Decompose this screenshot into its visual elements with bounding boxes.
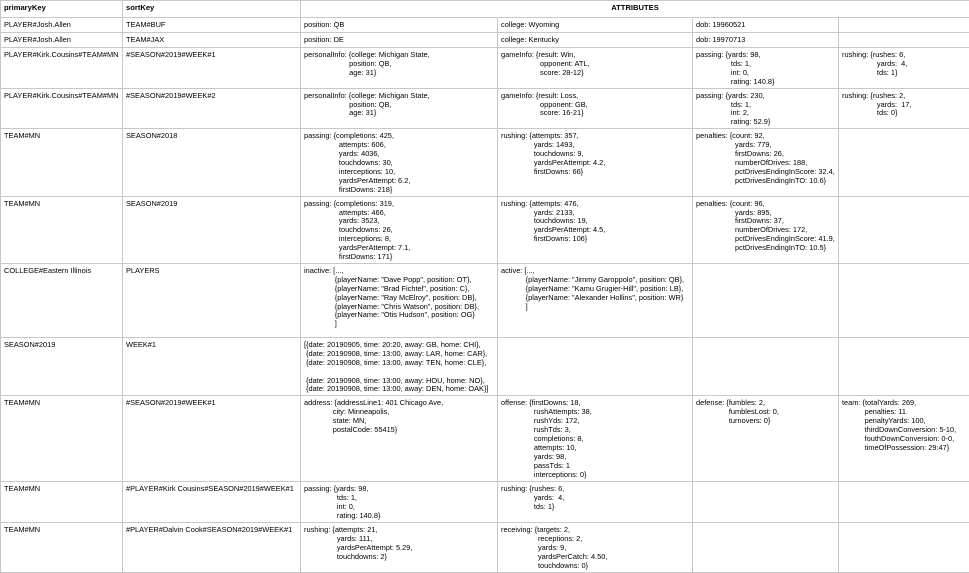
table-row (1, 129, 969, 196)
primary-key-cell: PLAYER#Kirk.Cousins#TEAM#MN (1, 88, 123, 129)
attribute-cell: passing: {completions: 319, attempts: 466, yards: 3523, touchdowns: 26, interceptions: 8, yardsPerAttempt: 7.1, firstDowns: 171} (301, 196, 498, 263)
primary-key-cell: TEAM#MN (1, 482, 123, 523)
attribute-cell (839, 337, 969, 395)
table-row (1, 482, 969, 523)
attribute-cell: gameInfo: {result: Loss, opponent: GB, score: 16-21} (498, 88, 693, 129)
sort-key-cell: WEEK#1 (123, 337, 301, 395)
sort-key-cell: PLAYERS (123, 263, 301, 337)
sort-key-cell: #PLAYER#Dalvin Cook#SEASON#2019#WEEK#1 (123, 523, 301, 573)
attribute-cell: rushing: {attempts: 357, yards: 1493, touchdowns: 9, yardsPerAttempt: 4.2, firstDowns: 66} (498, 129, 693, 196)
attribute-cell: rushing: {rushes: 6, yards: 4, tds: 1} (498, 482, 693, 523)
attribute-cell: rushing: {attempts: 21, yards: 111, yardsPerAttempt: 5.29, touchdowns: 2} (301, 523, 498, 573)
attribute-cell: position: QB (301, 18, 498, 33)
sort-key-cell: SEASON#2018 (123, 129, 301, 196)
attribute-cell (498, 337, 693, 395)
attribute-cell: passing: {yards: 98, tds: 1, int: 0, rating: 140.8} (301, 482, 498, 523)
table-row (1, 396, 969, 482)
table-row (1, 18, 969, 33)
table-row (1, 88, 969, 129)
attribute-cell: [{date: 20190905, time: 20:20, away: GB, home: CHI}, {date: 20190908, time: 13:00, away: LAR, home: CAR}, {date: 20190908, time: 13:00, away: TEN, home: CLE}, {date: 20190908, time: 13:00, away: HOU, home: NO}, {date: 20190908, time: 13:00, away: DEN, home: OAK}] (301, 337, 498, 395)
attribute-cell: defense: {fumbles: 2, fumblesLost: 0, turnovers: 0} (693, 396, 839, 482)
attribute-cell: position: DE (301, 33, 498, 48)
primary-key-cell: TEAM#MN (1, 523, 123, 573)
attribute-cell: receiving: {targets: 2, receptions: 2, yards: 9, yardsPerCatch: 4.50, touchdowns: 0} (498, 523, 693, 573)
attribute-cell: address: {addressLine1: 401 Chicago Ave, city: Minneapolis, state: MN, postalCode: 55415} (301, 396, 498, 482)
attribute-cell: active: [..., {playerName: "Jimmy Garoppolo", position: QB}, {playerName: "Kamu Grugier-Hill", position: LB}, {playerName: "Alexander Hollins", position: WR} ] (498, 263, 693, 337)
attribute-cell (839, 18, 969, 33)
sort-key-cell: SEASON#2019 (123, 196, 301, 263)
attribute-cell: penalties: {count: 92, yards: 779, firstDowns: 26, numberOfDrives: 188, pctDrivesEndingInScore: 32.4, pctDrivesEndingInTO: 10.6} (693, 129, 839, 196)
table-row (1, 48, 969, 89)
attribute-cell: rushing: {attempts: 476, yards: 2133, touchdowns: 19, yardsPerAttempt: 4.5, firstDowns: 106} (498, 196, 693, 263)
primary-key-cell: TEAM#MN (1, 396, 123, 482)
attributes-header: ATTRIBUTES (301, 1, 969, 18)
attribute-cell: passing: {completions: 425, attempts: 606, yards: 4036, touchdowns: 30, interceptions: 10, yardsPerAttempt: 6.2, firstDowns: 218} (301, 129, 498, 196)
attribute-cell: college: Wyoming (498, 18, 693, 33)
sort-key-cell: #PLAYER#Kirk Cousins#SEASON#2019#WEEK#1 (123, 482, 301, 523)
table-row (1, 196, 969, 263)
attribute-cell: inactive: [..., {playerName: "Dave Popp", position: OT}, {playerName: "Brad Fichtel", position: C}, {playerName: "Ray McElroy", position: DB}, {playerName: "Chris Watson", position: DB}, {playerName: "Otis Hudson", position: OG} ] (301, 263, 498, 337)
attribute-cell: personalInfo: {college: Michigan State, position: QB, age: 31} (301, 48, 498, 89)
attribute-cell (839, 482, 969, 523)
attribute-cell (839, 33, 969, 48)
primary-key-cell: PLAYER#Josh.Allen (1, 18, 123, 33)
sort-key-cell: #SEASON#2019#WEEK#2 (123, 88, 301, 129)
table-row (1, 263, 969, 337)
table-row (1, 337, 969, 395)
attribute-cell (839, 523, 969, 573)
attribute-cell (693, 523, 839, 573)
attribute-cell: team: {totalYards: 269, penalties: 11 penaltyYards: 100, thirdDownConversion: 5-10, fouthDownConversion: 0-0, timeOfPossession: 29:47} (839, 396, 969, 482)
table-row (1, 33, 969, 48)
attribute-cell: penalties: {count: 96, yards: 895, firstDowns: 37, numberOfDrives: 172, pctDrivesEndingInScore: 41.9, pctDrivesEndingInTO: 10.5} (693, 196, 839, 263)
attribute-cell: passing: {yards: 98, tds: 1, int: 0, rating: 140.8} (693, 48, 839, 89)
attribute-cell: dob: 19960521 (693, 18, 839, 33)
primary-key-header: primaryKey (1, 1, 123, 18)
attribute-cell (693, 263, 839, 337)
attribute-cell: offense: {firstDowns: 18, rushAttempts: 38, rushYds: 172, rushTds: 3, completions: 8, attempts: 10, yards: 98, passTds: 1 interceptions: 0} (498, 396, 693, 482)
attribute-cell: gameInfo: {result: Win, opponent: ATL, score: 28-12} (498, 48, 693, 89)
primary-key-cell: PLAYER#Josh.Allen (1, 33, 123, 48)
header-row (1, 1, 969, 18)
attribute-cell: rushing: {rushes: 2, yards: 17, tds: 0} (839, 88, 969, 129)
attribute-cell (839, 196, 969, 263)
attribute-cell: college: Kentucky (498, 33, 693, 48)
primary-key-cell: SEASON#2019 (1, 337, 123, 395)
sort-key-cell: TEAM#BUF (123, 18, 301, 33)
primary-key-cell: PLAYER#Kirk.Cousins#TEAM#MN (1, 48, 123, 89)
attribute-cell (693, 482, 839, 523)
attribute-cell: personalInfo: {college: Michigan State, position: QB, age: 31} (301, 88, 498, 129)
primary-key-cell: TEAM#MN (1, 129, 123, 196)
attribute-cell: dob: 19970713 (693, 33, 839, 48)
primary-key-cell: COLLEGE#Eastern Illinois (1, 263, 123, 337)
primary-key-cell: TEAM#MN (1, 196, 123, 263)
sort-key-cell: #SEASON#2019#WEEK#1 (123, 48, 301, 89)
sort-key-header: sortKey (123, 1, 301, 18)
attribute-cell (839, 263, 969, 337)
attribute-cell (693, 337, 839, 395)
attribute-cell: rushing: {rushes: 6, yards: 4, tds: 1} (839, 48, 969, 89)
sort-key-cell: #SEASON#2019#WEEK#1 (123, 396, 301, 482)
table-row (1, 523, 969, 573)
attribute-cell (839, 129, 969, 196)
sort-key-cell: TEAM#JAX (123, 33, 301, 48)
attribute-cell: passing: {yards: 230, tds: 1, int: 2, rating: 52.9} (693, 88, 839, 129)
